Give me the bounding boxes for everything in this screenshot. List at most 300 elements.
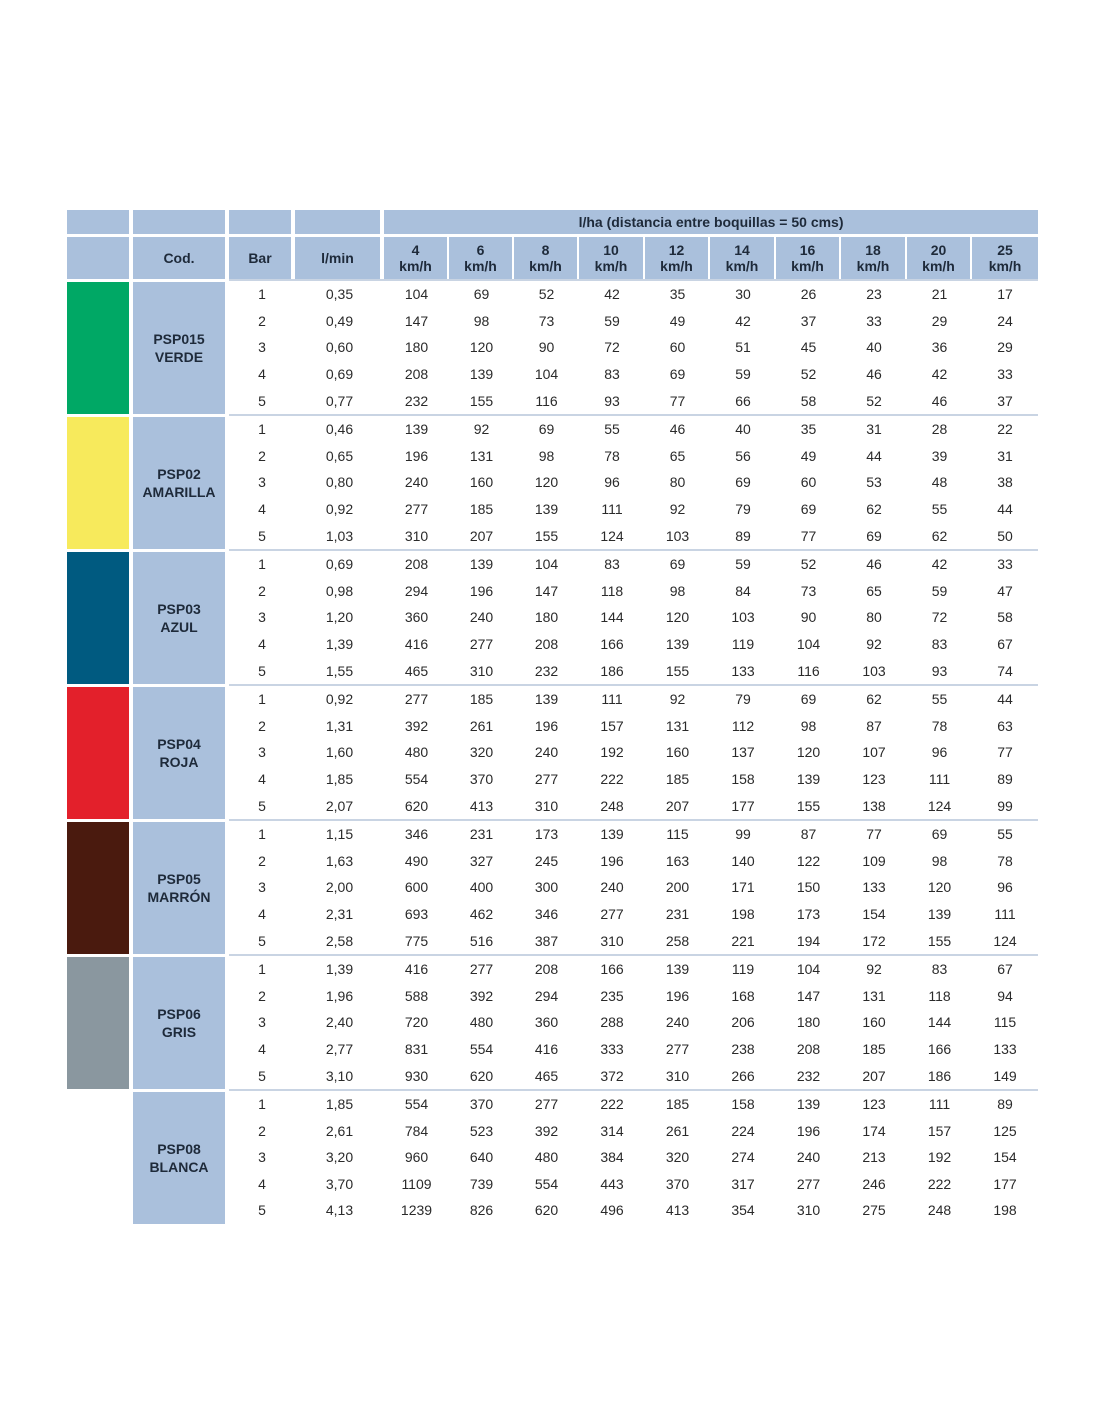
header-speed-8 xyxy=(907,234,972,279)
lha-cell: 77 xyxy=(997,744,1013,761)
lha-cell: 55 xyxy=(907,684,972,713)
lha-cell: 73 xyxy=(800,582,817,599)
lha-cell: 111 xyxy=(907,1089,972,1118)
lha-cell: 83 xyxy=(579,549,645,578)
lha-cell: 118 xyxy=(600,582,624,599)
bar-cell: 2 xyxy=(258,1122,266,1139)
header-speed-unit: km/h xyxy=(988,258,1022,274)
lha-cell: 31 xyxy=(841,414,907,443)
lha-cell: 104 xyxy=(384,279,449,308)
bar-cell: 3 xyxy=(258,879,266,896)
lha-cell: 277 xyxy=(796,1175,821,1192)
lha-cell: 93 xyxy=(604,392,620,409)
lha-cell: 314 xyxy=(600,1122,624,1139)
lmin-cell: 1,15 xyxy=(295,819,384,848)
bar-cell: 2 xyxy=(258,987,266,1004)
lha-cell: 277 xyxy=(384,684,449,713)
lha-cell: 99 xyxy=(710,819,776,848)
lmin-cell: 4,13 xyxy=(325,1202,354,1219)
lha-cell: 443 xyxy=(600,1175,624,1192)
lha-cell: 103 xyxy=(665,527,690,544)
lha-cell: 79 xyxy=(735,501,751,518)
lha-cell: 173 xyxy=(514,819,579,848)
lha-cell: 213 xyxy=(862,1149,886,1166)
lha-cell: 23 xyxy=(841,279,907,308)
lha-cell: 83 xyxy=(604,366,620,383)
lha-cell: 139 xyxy=(384,414,449,443)
lmin-cell: 3,10 xyxy=(325,1067,354,1084)
lha-cell: 480 xyxy=(404,744,429,761)
lha-cell: 620 xyxy=(469,1067,494,1084)
lha-cell: 65 xyxy=(866,582,882,599)
lha-cell: 38 xyxy=(997,474,1013,491)
header-speed-value: 18 xyxy=(865,242,881,258)
lmin-cell: 0,92 xyxy=(295,684,384,713)
lha-cell: 87 xyxy=(866,717,882,734)
header-columns-row xyxy=(67,234,1038,279)
lha-cell: 84 xyxy=(735,582,751,599)
lha-cell: 185 xyxy=(665,770,690,787)
lmin-cell: 0,69 xyxy=(325,366,354,383)
lha-cell: 52 xyxy=(800,366,817,383)
lha-cell: 104 xyxy=(514,549,579,578)
bar-cell: 3 xyxy=(258,1014,266,1031)
lha-cell: 155 xyxy=(927,932,952,949)
lha-cell: 192 xyxy=(927,1149,952,1166)
table-row xyxy=(67,1089,1038,1118)
lha-cell: 56 xyxy=(735,447,751,464)
lha-cell: 59 xyxy=(710,549,776,578)
lmin-cell: 2,31 xyxy=(325,905,354,922)
lha-cell: 208 xyxy=(796,1040,821,1057)
header-speed-2 xyxy=(514,234,579,279)
lha-cell: 207 xyxy=(469,527,494,544)
lha-cell: 231 xyxy=(665,905,690,922)
lha-cell: 147 xyxy=(404,312,429,329)
lha-cell: 392 xyxy=(404,717,429,734)
header-swatch xyxy=(67,234,133,279)
table-row xyxy=(67,549,1038,578)
lha-cell: 89 xyxy=(972,1089,1038,1118)
color-swatch xyxy=(67,549,133,684)
lha-cell: 120 xyxy=(534,474,559,491)
lha-cell: 46 xyxy=(645,414,710,443)
lha-cell: 116 xyxy=(535,392,558,409)
bar-cell: 1 xyxy=(229,414,295,443)
nozzle-code: PSP05 xyxy=(157,870,201,887)
lmin-cell: 0,98 xyxy=(325,582,354,599)
lha-cell: 124 xyxy=(927,797,952,814)
lha-cell: 52 xyxy=(776,549,841,578)
lha-cell: 416 xyxy=(384,954,449,983)
header-speed-value: 10 xyxy=(603,242,619,258)
lha-cell: 207 xyxy=(862,1067,886,1084)
nozzle-color-name: BLANCA xyxy=(149,1158,209,1175)
color-swatch xyxy=(67,414,133,549)
header-blank-swatch xyxy=(67,210,133,234)
lha-cell: 739 xyxy=(469,1175,494,1192)
lha-cell: 310 xyxy=(469,662,494,679)
lha-cell: 28 xyxy=(907,414,972,443)
lha-cell: 52 xyxy=(514,279,579,308)
lha-cell: 109 xyxy=(862,852,886,869)
lha-cell: 139 xyxy=(776,1089,841,1118)
lha-cell: 144 xyxy=(600,609,624,626)
lha-cell: 277 xyxy=(665,1040,690,1057)
lha-cell: 186 xyxy=(927,1067,952,1084)
lha-cell: 208 xyxy=(404,366,429,383)
header-speed-0 xyxy=(384,234,449,279)
lha-cell: 185 xyxy=(449,684,514,713)
lha-cell: 288 xyxy=(600,1014,624,1031)
header-speed-unit: km/h xyxy=(464,258,497,274)
nozzle-code-cell xyxy=(133,279,229,414)
lha-cell: 177 xyxy=(993,1175,1017,1192)
lha-cell: 261 xyxy=(665,1122,690,1139)
bar-cell: 5 xyxy=(258,1202,266,1219)
lha-cell: 62 xyxy=(931,527,948,544)
lha-cell: 60 xyxy=(669,339,686,356)
header-title-row xyxy=(67,210,1038,234)
bar-cell: 4 xyxy=(258,1040,266,1057)
nozzle-code: PSP06 xyxy=(157,1005,201,1022)
lmin-cell: 1,31 xyxy=(325,717,354,734)
lha-cell: 98 xyxy=(538,447,555,464)
lha-cell: 310 xyxy=(796,1202,821,1219)
lha-cell: 33 xyxy=(866,312,882,329)
lha-cell: 46 xyxy=(931,392,948,409)
lha-cell: 140 xyxy=(731,852,755,869)
lmin-cell: 0,80 xyxy=(325,474,354,491)
nozzle-color-name: MARRÓN xyxy=(147,888,211,905)
lha-cell: 69 xyxy=(669,366,686,383)
nozzle-code-cell xyxy=(133,684,229,819)
lha-cell: 36 xyxy=(931,339,948,356)
lha-cell: 65 xyxy=(669,447,686,464)
lha-cell: 98 xyxy=(473,312,490,329)
lmin-cell: 0,46 xyxy=(295,414,384,443)
lha-cell: 62 xyxy=(841,684,907,713)
lha-cell: 238 xyxy=(731,1040,755,1057)
header-speed-7 xyxy=(841,234,907,279)
lha-cell: 55 xyxy=(931,501,948,518)
lmin-cell: 0,35 xyxy=(295,279,384,308)
lha-cell: 163 xyxy=(665,852,690,869)
lha-cell: 930 xyxy=(404,1067,429,1084)
lha-cell: 42 xyxy=(579,279,645,308)
lha-cell: 35 xyxy=(776,414,841,443)
lha-cell: 554 xyxy=(384,1089,449,1118)
bar-cell: 3 xyxy=(258,744,266,761)
lha-cell: 72 xyxy=(604,339,620,356)
lha-cell: 69 xyxy=(866,527,882,544)
lmin-cell: 0,69 xyxy=(295,549,384,578)
lha-cell: 206 xyxy=(731,1014,755,1031)
lmin-cell: 2,77 xyxy=(325,1040,354,1057)
lha-cell: 26 xyxy=(776,279,841,308)
lha-cell: 392 xyxy=(469,987,494,1004)
header-speed-unit: km/h xyxy=(529,258,562,274)
color-swatch xyxy=(67,684,133,819)
lha-cell: 119 xyxy=(710,954,776,983)
header-speed-value: 20 xyxy=(930,242,947,258)
nozzle-code: PSP015 xyxy=(153,330,205,347)
lha-cell: 413 xyxy=(469,797,494,814)
lha-cell: 139 xyxy=(534,501,559,518)
lha-cell: 37 xyxy=(800,312,817,329)
lha-cell: 198 xyxy=(993,1202,1017,1219)
header-speed-value: 16 xyxy=(799,242,816,258)
lha-cell: 1109 xyxy=(401,1175,432,1192)
lha-cell: 160 xyxy=(665,744,690,761)
header-speed-unit: km/h xyxy=(399,258,432,274)
lha-cell: 44 xyxy=(972,684,1038,713)
lha-cell: 77 xyxy=(669,392,686,409)
lha-cell: 208 xyxy=(384,549,449,578)
lha-cell: 139 xyxy=(796,770,821,787)
lha-cell: 139 xyxy=(579,819,645,848)
header-speed-unit: km/h xyxy=(725,258,759,274)
table-row xyxy=(67,279,1038,308)
lha-cell: 416 xyxy=(404,636,429,653)
lha-cell: 79 xyxy=(710,684,776,713)
lha-cell: 35 xyxy=(645,279,710,308)
lha-cell: 275 xyxy=(862,1202,886,1219)
lha-cell: 77 xyxy=(841,819,907,848)
lha-cell: 53 xyxy=(866,474,882,491)
header-speed-unit: km/h xyxy=(660,258,693,274)
lha-cell: 42 xyxy=(907,549,972,578)
header-bar: Bar xyxy=(229,234,295,279)
lha-cell: 96 xyxy=(931,744,948,761)
lha-cell: 133 xyxy=(862,879,886,896)
bar-cell: 1 xyxy=(229,819,295,848)
lha-cell: 92 xyxy=(841,954,907,983)
header-speed-unit: km/h xyxy=(856,258,890,274)
header-speed-value: 4 xyxy=(411,242,420,258)
lha-cell: 231 xyxy=(449,819,514,848)
lha-cell: 111 xyxy=(601,501,623,518)
lha-cell: 277 xyxy=(404,501,429,518)
lha-cell: 90 xyxy=(538,339,555,356)
lha-cell: 69 xyxy=(776,684,841,713)
lha-cell: 42 xyxy=(735,312,751,329)
table-row xyxy=(67,684,1038,713)
lha-cell: 33 xyxy=(972,549,1038,578)
lha-cell: 158 xyxy=(731,770,755,787)
lha-cell: 166 xyxy=(579,954,645,983)
nozzle-code-cell xyxy=(133,954,229,1089)
lha-cell: 222 xyxy=(579,1089,645,1118)
nozzle-code: PSP02 xyxy=(157,465,201,482)
lha-cell: 46 xyxy=(866,366,882,383)
nozzle-code: PSP03 xyxy=(157,600,201,617)
lha-cell: 139 xyxy=(927,905,952,922)
lha-cell: 69 xyxy=(645,549,710,578)
lha-cell: 416 xyxy=(534,1040,559,1057)
header-speed-3 xyxy=(579,234,645,279)
nozzle-code: PSP04 xyxy=(157,735,201,752)
header-speed-unit: km/h xyxy=(791,258,824,274)
lha-cell: 154 xyxy=(862,905,886,922)
lha-cell: 49 xyxy=(800,447,817,464)
lha-cell: 310 xyxy=(600,932,624,949)
lha-cell: 119 xyxy=(731,636,755,653)
lha-cell: 123 xyxy=(841,1089,907,1118)
lha-cell: 33 xyxy=(997,366,1013,383)
lha-cell: 55 xyxy=(579,414,645,443)
lha-cell: 320 xyxy=(665,1149,690,1166)
lha-cell: 115 xyxy=(993,1014,1017,1031)
lha-cell: 92 xyxy=(669,501,686,518)
lha-cell: 155 xyxy=(469,392,494,409)
lha-cell: 98 xyxy=(800,717,817,734)
lha-cell: 320 xyxy=(469,744,494,761)
lha-cell: 554 xyxy=(404,770,429,787)
bar-cell: 3 xyxy=(258,474,266,491)
lha-cell: 222 xyxy=(600,770,624,787)
lha-cell: 235 xyxy=(600,987,624,1004)
table-row xyxy=(67,819,1038,848)
lha-cell: 80 xyxy=(866,609,882,626)
lha-cell: 37 xyxy=(997,392,1013,409)
lmin-cell: 1,96 xyxy=(325,987,354,1004)
lha-cell: 42 xyxy=(931,366,948,383)
lha-cell: 480 xyxy=(469,1014,494,1031)
header-speed-value: 12 xyxy=(668,242,685,258)
lha-cell: 240 xyxy=(534,744,559,761)
lha-cell: 413 xyxy=(665,1202,690,1219)
color-swatch xyxy=(67,279,133,414)
lha-cell: 294 xyxy=(534,987,559,1004)
color-swatch xyxy=(67,819,133,954)
lha-cell: 93 xyxy=(931,662,948,679)
bar-cell: 4 xyxy=(258,636,266,653)
lha-cell: 600 xyxy=(404,879,429,896)
lha-cell: 44 xyxy=(997,501,1013,518)
lha-cell: 74 xyxy=(997,662,1013,679)
lha-cell: 157 xyxy=(600,717,624,734)
lha-cell: 58 xyxy=(800,392,817,409)
bar-cell: 1 xyxy=(229,1089,295,1118)
lha-cell: 277 xyxy=(449,954,514,983)
lha-cell: 200 xyxy=(665,879,690,896)
header-speed-unit: km/h xyxy=(922,258,955,274)
lha-cell: 139 xyxy=(449,549,514,578)
lha-cell: 168 xyxy=(731,987,755,1004)
lha-cell: 831 xyxy=(404,1040,429,1057)
lmin-cell: 1,85 xyxy=(325,770,354,787)
nozzle-flow-table xyxy=(67,210,1038,1224)
lha-cell: 370 xyxy=(665,1175,690,1192)
lha-cell: 693 xyxy=(404,905,429,922)
lha-cell: 72 xyxy=(931,609,948,626)
lha-cell: 208 xyxy=(534,636,559,653)
nozzle-color-name: AZUL xyxy=(160,618,198,635)
lha-cell: 89 xyxy=(735,527,751,544)
lha-cell: 180 xyxy=(404,339,429,356)
nozzle-flow-table-container xyxy=(67,210,1033,1224)
lha-cell: 87 xyxy=(776,819,841,848)
lha-cell: 59 xyxy=(931,582,948,599)
table-body xyxy=(67,279,1038,1224)
lha-cell: 160 xyxy=(469,474,494,491)
lha-cell: 78 xyxy=(997,852,1013,869)
lha-cell: 47 xyxy=(997,582,1013,599)
lha-cell: 192 xyxy=(600,744,624,761)
lha-cell: 66 xyxy=(735,392,751,409)
lha-cell: 131 xyxy=(862,987,886,1004)
lha-cell: 240 xyxy=(469,609,494,626)
bar-cell: 4 xyxy=(258,770,266,787)
nozzle-color-name: AMARILLA xyxy=(142,483,216,500)
lha-cell: 103 xyxy=(862,662,886,679)
lha-cell: 120 xyxy=(469,339,494,356)
lha-cell: 99 xyxy=(997,797,1013,814)
lha-cell: 29 xyxy=(931,312,948,329)
lha-cell: 277 xyxy=(534,770,559,787)
lmin-cell: 2,07 xyxy=(325,797,354,814)
lha-cell: 137 xyxy=(731,744,755,761)
lmin-cell: 0,77 xyxy=(325,392,354,409)
header-cod: Cod. xyxy=(133,234,229,279)
lha-cell: 80 xyxy=(669,474,686,491)
lmin-cell: 1,03 xyxy=(325,527,354,544)
lha-cell: 160 xyxy=(862,1014,886,1031)
lha-cell: 194 xyxy=(796,932,821,949)
lha-cell: 245 xyxy=(534,852,559,869)
lha-cell: 196 xyxy=(534,717,559,734)
bar-cell: 1 xyxy=(229,954,295,983)
lha-cell: 232 xyxy=(404,392,429,409)
lha-cell: 49 xyxy=(669,312,686,329)
lha-cell: 92 xyxy=(645,684,710,713)
header-speed-value: 6 xyxy=(476,242,485,258)
lha-cell: 240 xyxy=(796,1149,821,1166)
lmin-cell: 2,00 xyxy=(325,879,354,896)
lha-cell: 266 xyxy=(731,1067,755,1084)
lha-cell: 310 xyxy=(665,1067,690,1084)
lha-cell: 354 xyxy=(731,1202,755,1219)
lha-cell: 221 xyxy=(731,932,755,949)
lha-cell: 83 xyxy=(931,636,948,653)
lha-cell: 317 xyxy=(731,1175,755,1192)
lha-cell: 222 xyxy=(927,1175,952,1192)
color-swatch xyxy=(67,1089,133,1224)
lha-cell: 120 xyxy=(927,879,952,896)
lha-cell: 46 xyxy=(841,549,907,578)
lha-cell: 196 xyxy=(665,987,690,1004)
lha-cell: 30 xyxy=(710,279,776,308)
lha-cell: 111 xyxy=(579,684,645,713)
lha-cell: 147 xyxy=(534,582,559,599)
lha-cell: 147 xyxy=(796,987,821,1004)
bar-cell: 1 xyxy=(229,279,295,308)
lha-cell: 77 xyxy=(800,527,817,544)
lha-cell: 118 xyxy=(928,987,951,1004)
lha-cell: 139 xyxy=(645,954,710,983)
lha-cell: 44 xyxy=(866,447,882,464)
nozzle-color-name: ROJA xyxy=(159,753,199,770)
lha-cell: 370 xyxy=(469,770,494,787)
lha-cell: 620 xyxy=(404,797,429,814)
lha-cell: 554 xyxy=(534,1175,559,1192)
lha-cell: 480 xyxy=(534,1149,559,1166)
lha-cell: 103 xyxy=(731,609,755,626)
lha-cell: 248 xyxy=(927,1202,952,1219)
nozzle-code-cell xyxy=(133,819,229,954)
bar-cell: 5 xyxy=(258,797,266,814)
